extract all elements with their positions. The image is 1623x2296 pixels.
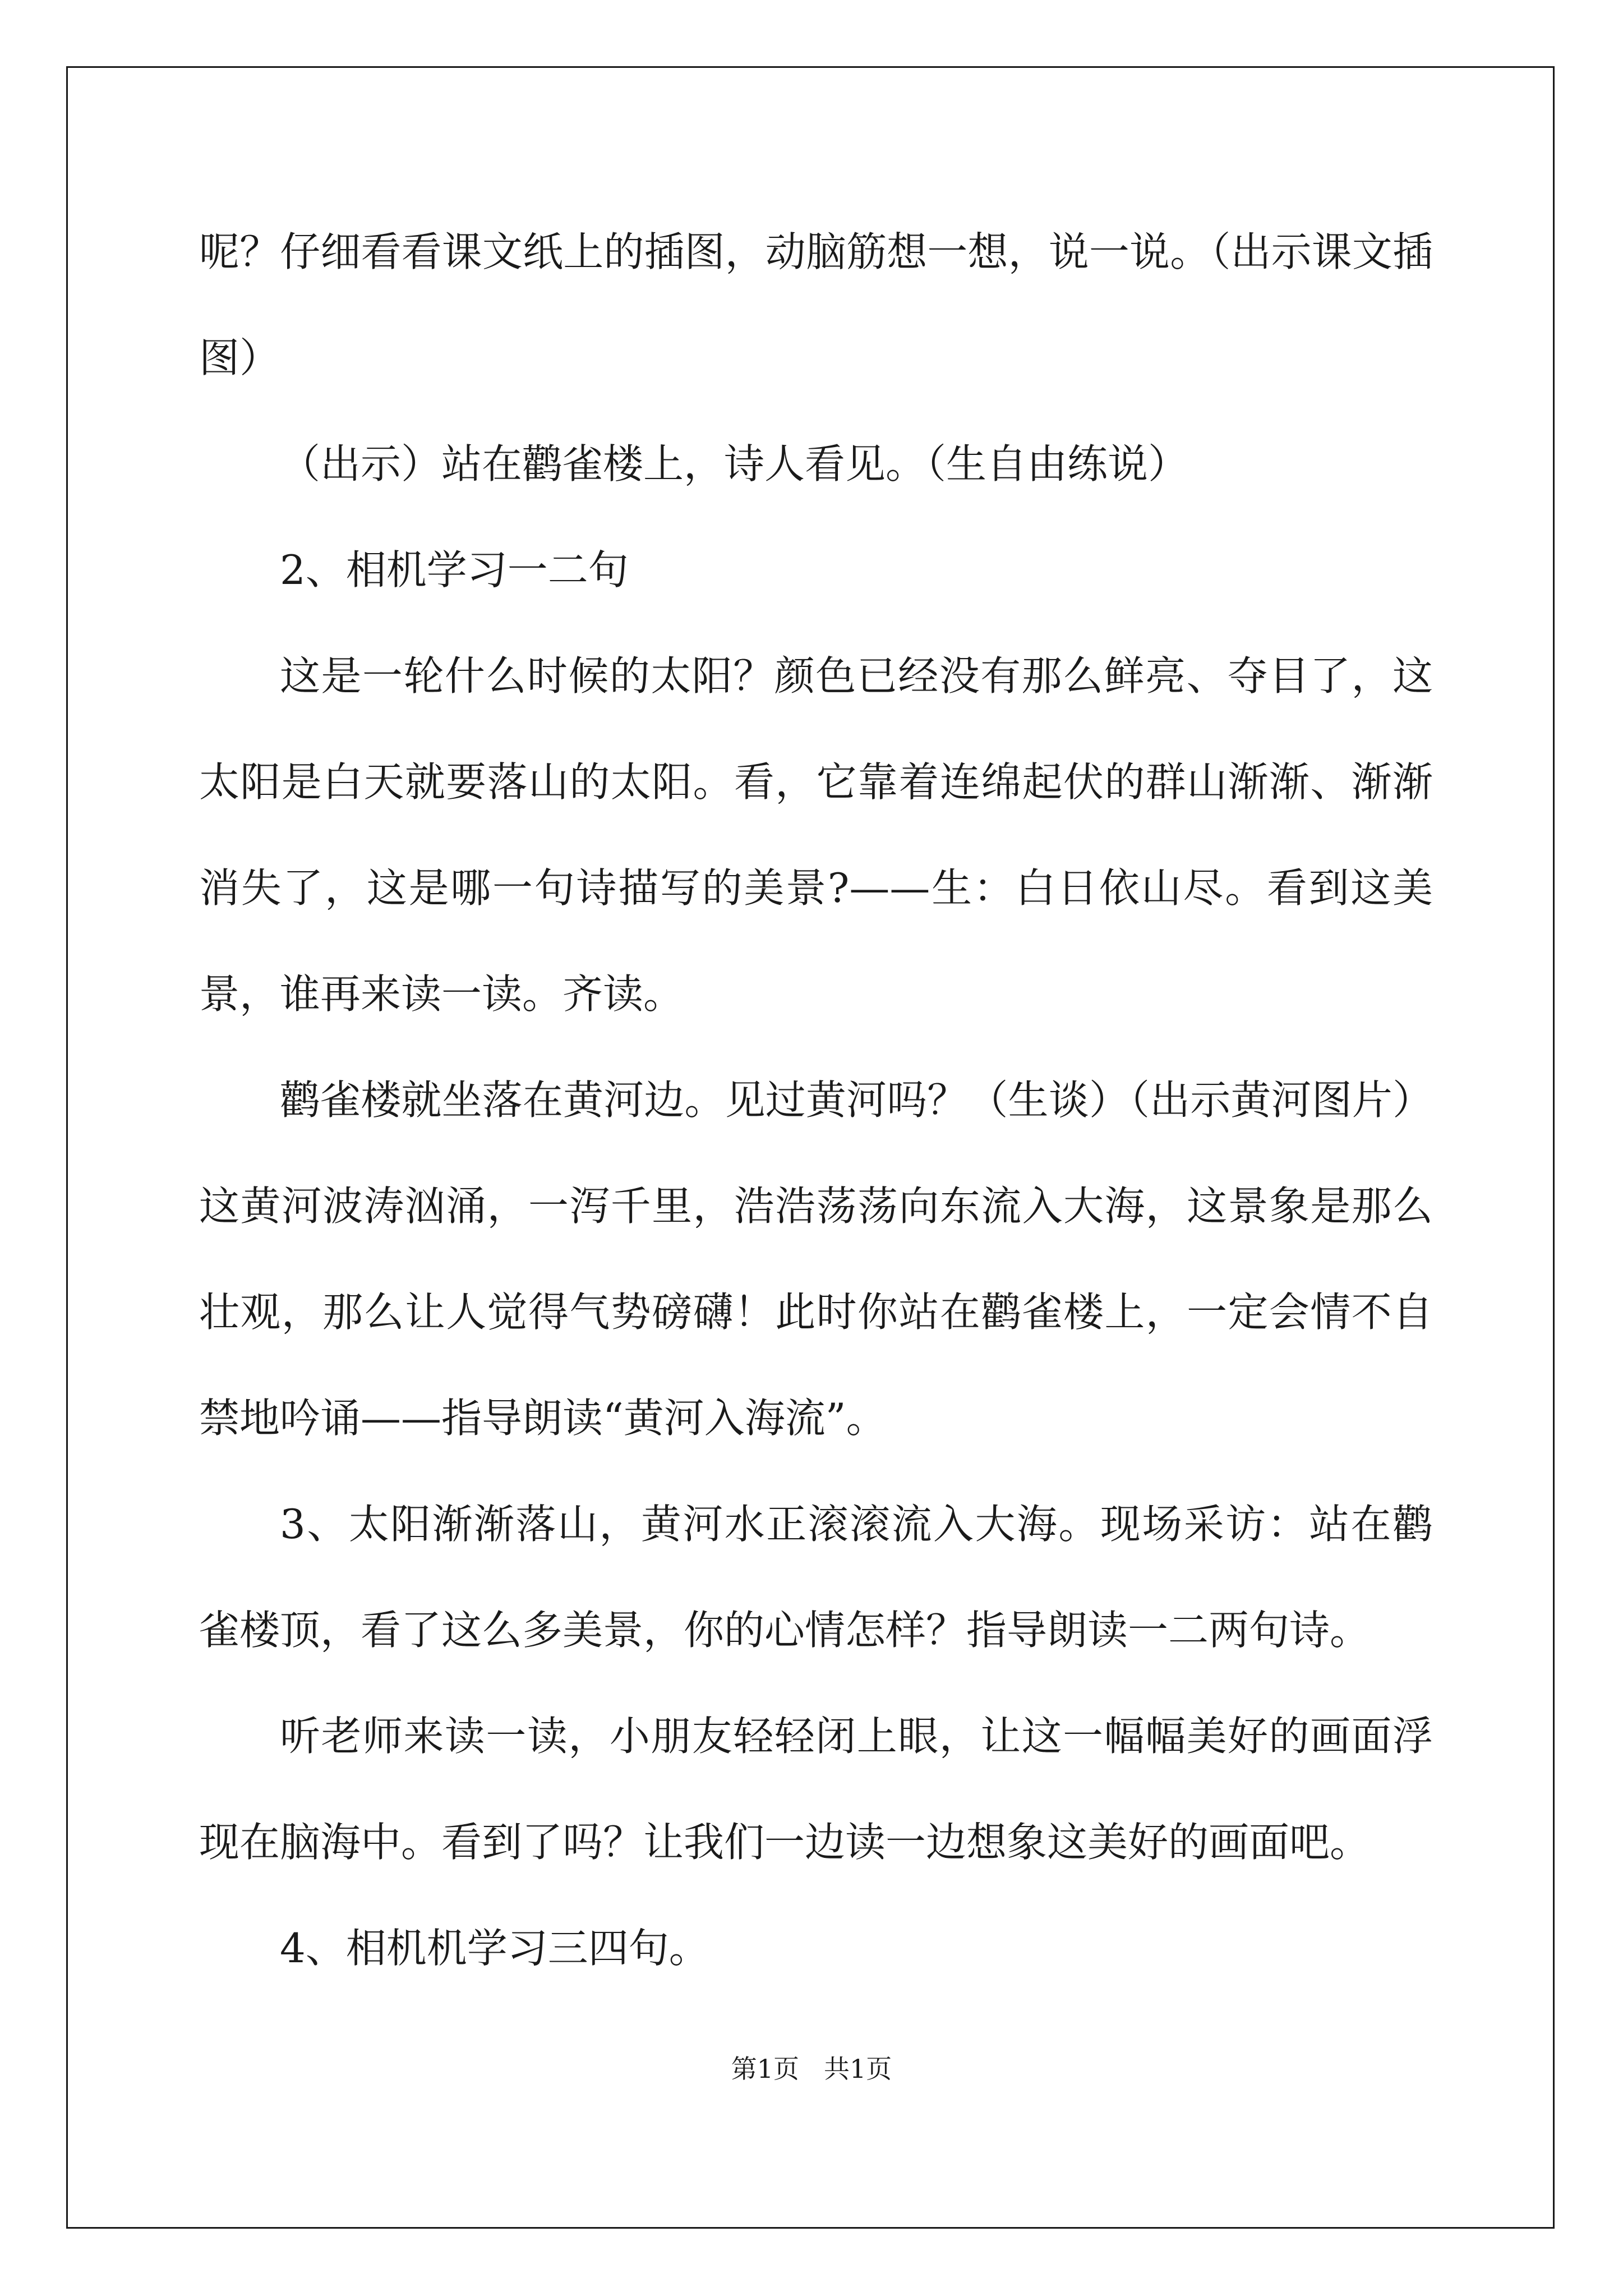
paragraph: （出示）站在鹳雀楼上，诗人看见。（生自由练说）	[280, 440, 1189, 487]
document-body	[199, 199, 1433, 2001]
section-heading: 4、相机机学习三四句。	[280, 1925, 709, 1972]
page-footer	[0, 2052, 1623, 2086]
page-number: 第1页	[731, 2054, 799, 2084]
paragraph: 3、太阳渐渐落山，黄河水正滚滚流入大海。现场采访：站在鹳雀楼顶，看了这么多美景，你的心情怎样？指导朗读一二两句诗。	[199, 1501, 1433, 1654]
page-total: 共1页	[824, 2054, 892, 2084]
paragraph: 这是一轮什么时候的太阳？颜色已经没有那么鲜亮、夺目了，这太阳是白天就要落山的太阳。看，它靠着连绵起伏的群山渐渐、渐渐消失了，这是哪一句诗描写的美景?——生：白日依山尽。看到这美景，谁再来读一读。齐读。	[199, 652, 1433, 1018]
paragraph: 鹳雀楼就坐落在黄河边。见过黄河吗？（生谈）（出示黄河图片）这黄河波涛汹涌，一泻千里，浩浩荡荡向东流入大海，这景象是那么壮观，那么让人觉得气势磅礴！此时你站在鹳雀楼上，一定会情不自禁地吟诵——指导朗读“黄河入海流”。	[199, 1076, 1433, 1442]
section-heading: 2、相机学习一二句	[280, 546, 629, 593]
paragraph-continued: 呢？仔细看看课文纸上的插图，动脑筋想一想，说一说。（出示课文插图）	[199, 228, 1433, 381]
paragraph: 听老师来读一读，小朋友轻轻闭上眼，让这一幅幅美好的画面浮现在脑海中。看到了吗？让我们一边读一边想象这美好的画面吧。	[199, 1713, 1433, 1866]
